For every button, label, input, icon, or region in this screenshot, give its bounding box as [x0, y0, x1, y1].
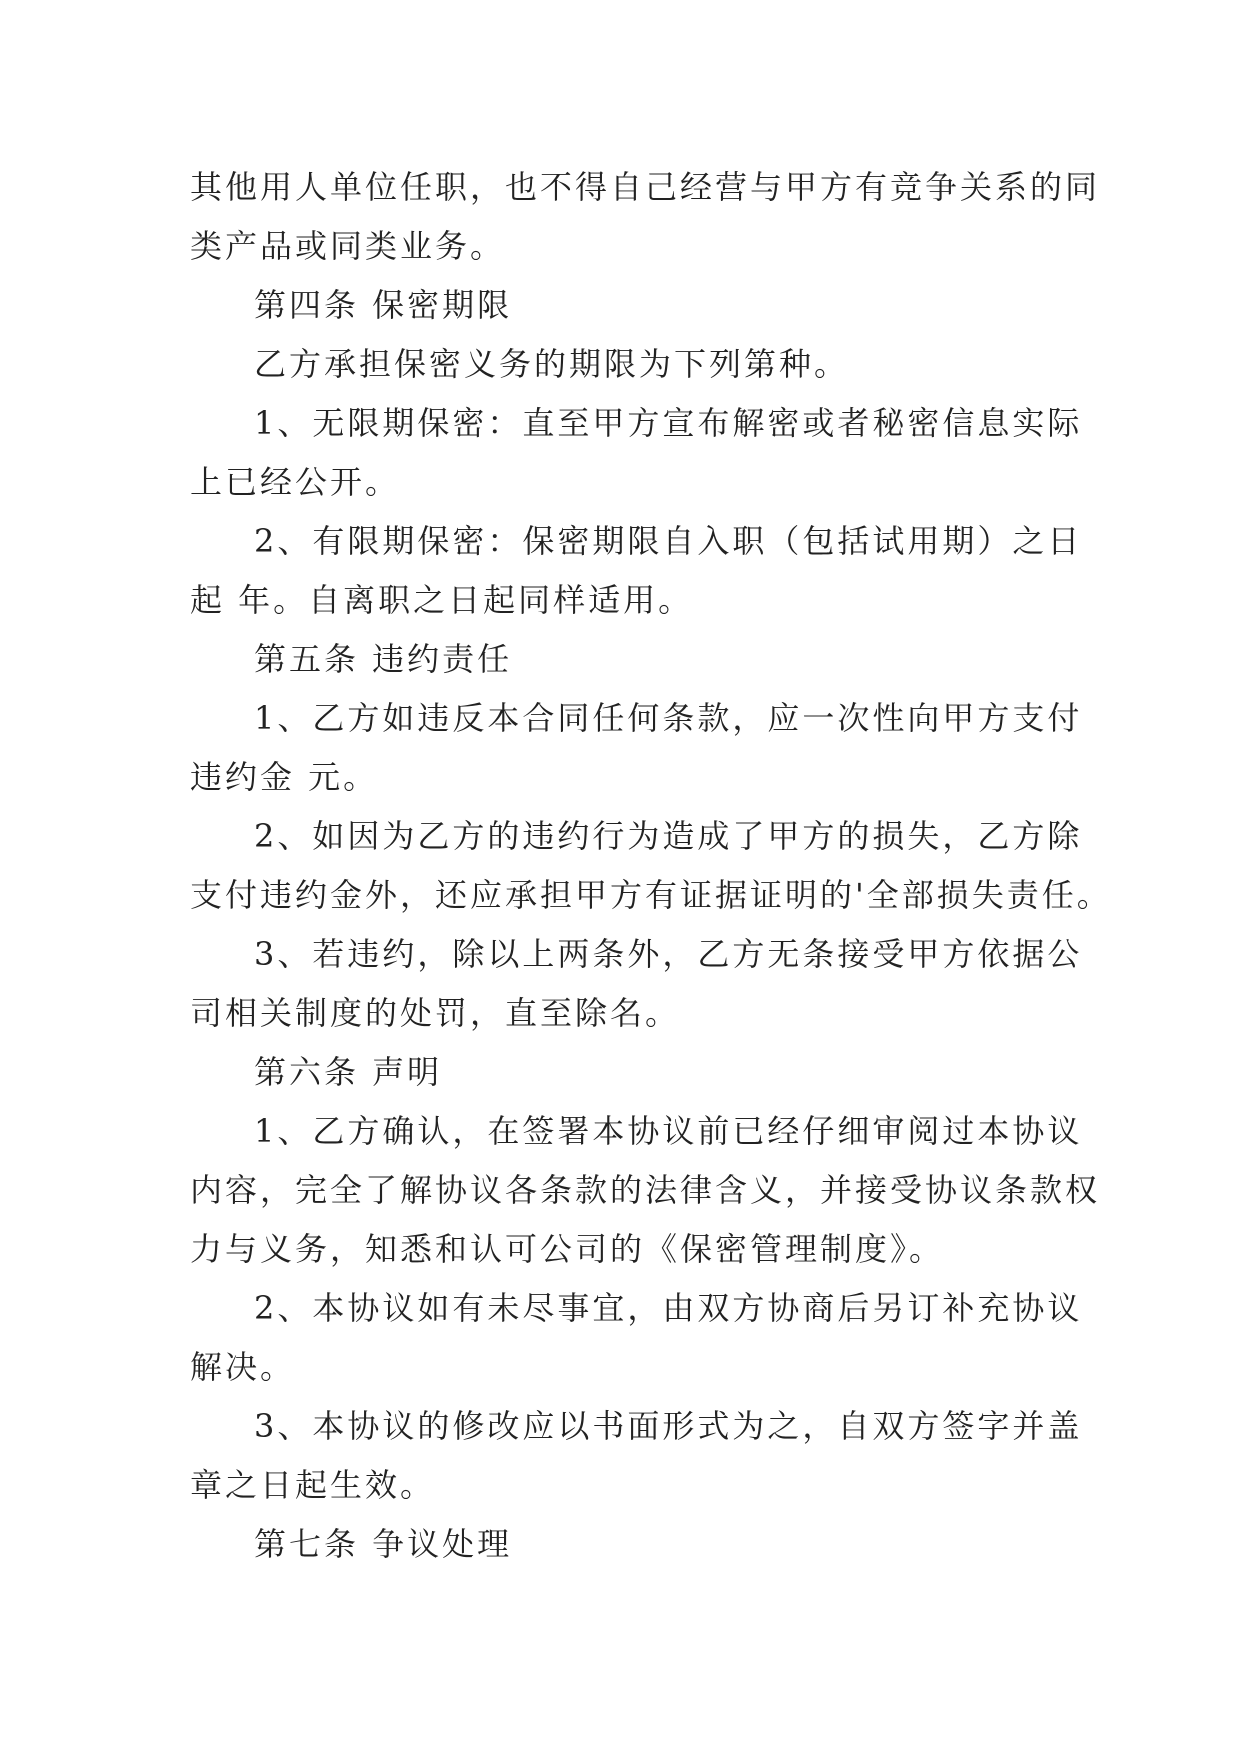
text-line: 其他用人单位任职，也不得自己经营与甲方有竞争关系的同 — [190, 168, 1101, 206]
text-line: 上已经公开。 — [190, 463, 401, 501]
text-line: 章之日起生效。 — [190, 1466, 436, 1504]
section-heading: 第四条 保密期限 — [254, 286, 513, 324]
text-line: 2、有限期保密：保密期限自入职（包括试用期）之日 — [254, 522, 1083, 560]
text-line: 司相关制度的处罚，直至除名。 — [190, 994, 681, 1032]
text-line: 乙方承担保密义务的期限为下列第种。 — [254, 345, 850, 383]
document-body — [190, 158, 1112, 1574]
text-line: 支付违约金外，还应承担甲方有证据证明的'全部损失责任。 — [190, 876, 1112, 914]
section-heading: 第五条 违约责任 — [254, 640, 513, 678]
text-line: 解决。 — [190, 1348, 296, 1386]
text-line: 类产品或同类业务。 — [190, 227, 506, 265]
text-line: 起 年。自离职之日起同样适用。 — [190, 581, 694, 619]
section-heading: 第六条 声明 — [254, 1053, 443, 1091]
text-line: 1、无限期保密：直至甲方宣布解密或者秘密信息实际 — [254, 404, 1083, 442]
text-line: 2、如因为乙方的违约行为造成了甲方的损失，乙方除 — [254, 817, 1083, 855]
text-line: 内容，完全了解协议各条款的法律含义，并接受协议条款权 — [190, 1171, 1101, 1209]
text-line: 3、若违约，除以上两条外，乙方无条接受甲方依据公 — [254, 935, 1083, 973]
text-line: 违约金 元。 — [190, 758, 379, 796]
section-heading: 第七条 争议处理 — [254, 1525, 513, 1563]
text-line: 力与义务，知悉和认可公司的《保密管理制度》。 — [190, 1230, 945, 1268]
text-line: 1、乙方如违反本合同任何条款，应一次性向甲方支付 — [254, 699, 1083, 737]
text-line: 1、乙方确认，在签署本协议前已经仔细审阅过本协议 — [254, 1112, 1083, 1150]
text-line: 3、本协议的修改应以书面形式为之，自双方签字并盖 — [254, 1407, 1083, 1445]
text-line: 2、本协议如有未尽事宜，由双方协商后另订补充协议 — [254, 1289, 1083, 1327]
